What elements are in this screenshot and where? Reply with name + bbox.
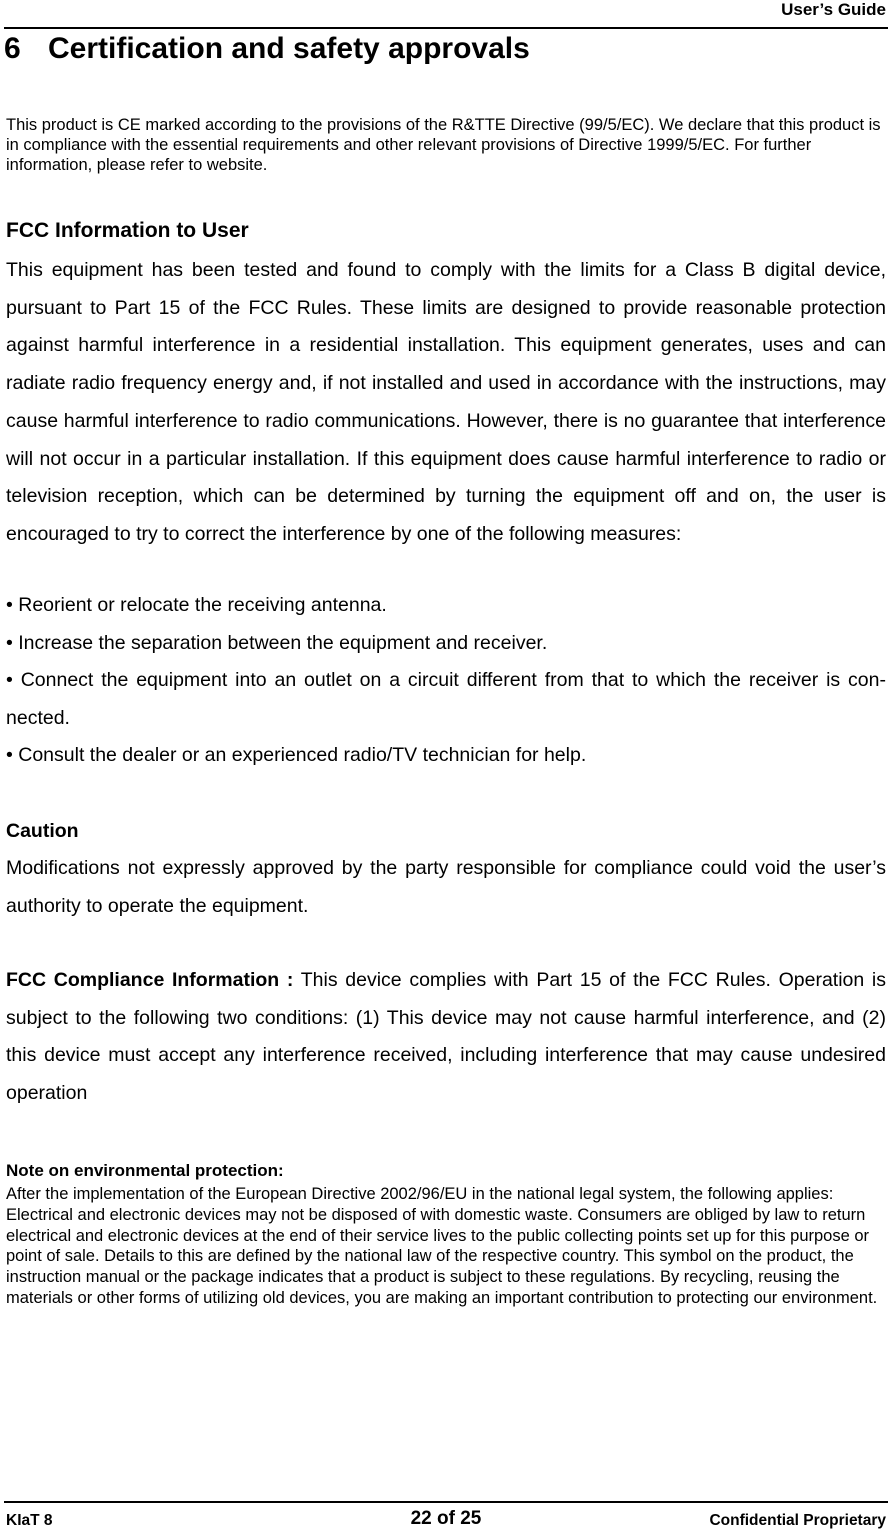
chapter-title: Certification and safety approvals: [48, 32, 530, 65]
fcc-compliance-paragraph: [6, 962, 886, 1113]
running-header-title: User’s Guide: [781, 0, 886, 19]
footer-page-number: 22 of 25: [410, 1508, 482, 1529]
measure-item-3: • Connect the equipment into an outlet on a circuit different from that to which the receiver is con-nected.: [6, 669, 886, 729]
measure-item-4: • Consult the dealer or an experienced radio/TV technician for help.: [6, 744, 587, 766]
footer-product-name: KIaT 8: [6, 1512, 53, 1529]
chapter-heading: [4, 30, 530, 68]
ce-statement: This product is CE marked according to the provisions of the R&TTE Directive (99/5/EC). We declare that this product is in compliance with the essential requirements and other relevant provisions of Directive 1999/5/EC. For further information, please refer to website.: [6, 116, 881, 174]
measure-item-1: • Reorient or relocate the receiving antenna.: [6, 594, 387, 616]
fcc-compliance-label: FCC Compliance Information :: [6, 969, 294, 991]
caution-text: Modifications not expressly approved by the party responsible for compliance could void the user’s authority to operate the equipment.: [6, 857, 886, 917]
environment-text: After the implementation of the European Directive 2002/96/EU in the national legal system, the following applies: Electrical and electronic devices may not be disposed of with domestic waste. Consumers are obliged by law to return electrical and electronic devices at the end of their service lives to the public collecting points set up for this purpose or point of sale. Details to this are defined by the national law of the respective country. This symbol on the product, the instruction manual or the package indicates that a product is subject to these regulations. By recycling, reusing the materials or other forms of utilizing old devices, you are making an important contribution to protecting our environment.: [6, 1185, 878, 1307]
fcc-info-paragraph: This equipment has been tested and found to comply with the limits for a Class B digital device, pursuant to Part 15 of the FCC Rules. These limits are designed to provide reasonable protection against harmful interference in a residential installation. This equipment generates, uses and can radiate radio frequency energy and, if not installed and used in accordance with the instructions, may cause harmful interference to radio communications. However, there is no guarantee that interference will not occur in a particular installation. If this equipment does cause harmful interference to radio or television reception, which can be determined by turning the equipment off and on, the user is encouraged to try to correct the interference by one of the following measures:: [6, 259, 886, 545]
measure-item-2: • Increase the separation between the equipment and receiver.: [6, 632, 548, 654]
header-divider: [4, 27, 888, 29]
caution-heading: Caution: [6, 820, 79, 842]
fcc-info-heading: FCC Information to User: [6, 219, 249, 242]
environment-heading: Note on environmental protection:: [6, 1161, 284, 1180]
fcc-compliance-text: This device complies with Part 15 of the FCC Rules. Operation is subject to the following two conditions: (1) This device may not cause harmful interference, and (2) this device must accept any interference received, including interference that may cause undesired operation: [6, 969, 887, 1105]
footer-classification: Confidential Proprietary: [709, 1512, 886, 1529]
chapter-number: 6: [4, 32, 21, 65]
footer-divider: [4, 1501, 888, 1503]
